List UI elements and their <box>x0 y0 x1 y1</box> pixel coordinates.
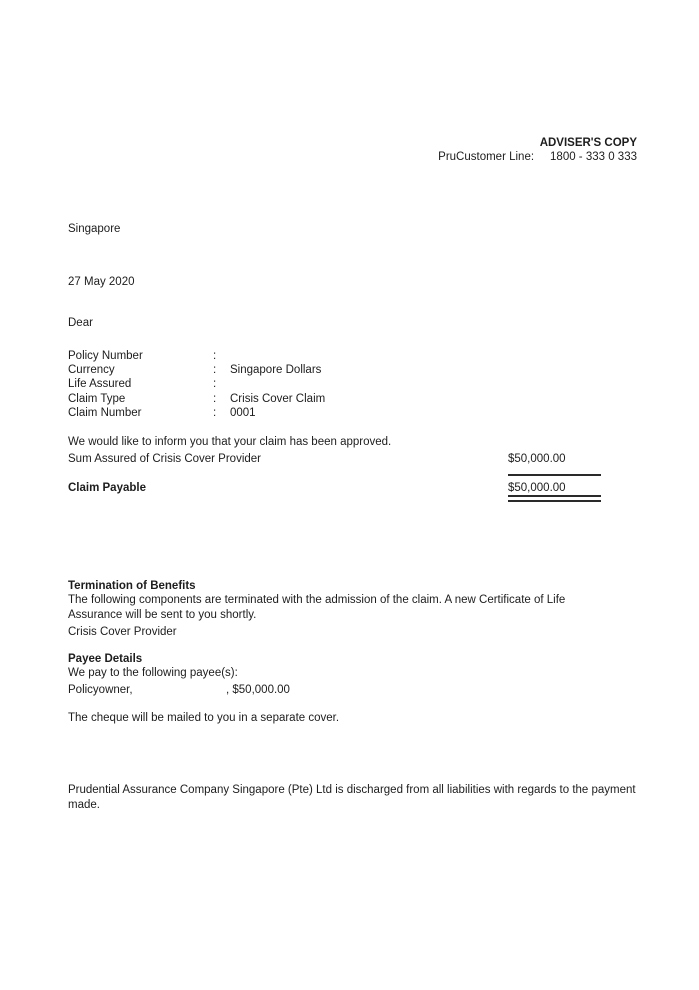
total-rule <box>508 495 601 502</box>
payee-amount: , $50,000.00 <box>226 684 290 696</box>
policy-colon: : <box>213 378 217 391</box>
payee-intro: We pay to the following payee(s): <box>68 667 238 679</box>
claim-payable-label: Claim Payable <box>68 482 146 494</box>
date-line: 27 May 2020 <box>68 276 135 288</box>
approval-intro: We would like to inform you that your claim has been approved. <box>68 436 392 448</box>
policy-row-life-assured <box>68 377 325 391</box>
claim-payable-amount: $50,000.00 <box>508 482 566 494</box>
policy-colon: : <box>213 406 217 419</box>
policy-colon: : <box>213 392 217 405</box>
policy-label: Policy Number <box>68 350 143 362</box>
discharge-note: Prudential Assurance Company Singapore (Pte) Ltd is discharged from all liabilities with regards to the payment made. <box>68 784 636 811</box>
salutation: Dear <box>68 317 93 329</box>
prucustomer-line-number: 1800 - 333 0 333 <box>550 150 637 163</box>
subtotal-rule <box>508 474 601 476</box>
policy-label: Claim Type <box>68 392 126 405</box>
termination-heading: Termination of Benefits <box>68 580 196 592</box>
policy-colon: : <box>213 350 217 362</box>
prucustomer-line <box>438 151 637 165</box>
policy-row-currency <box>68 363 325 377</box>
payee-heading: Payee Details <box>68 653 143 665</box>
policy-details-table <box>68 349 325 420</box>
header-block <box>438 137 637 164</box>
policy-colon: : <box>213 364 217 377</box>
policy-label: Life Assured <box>68 378 132 391</box>
advisers-copy-label: ADVISER'S COPY <box>539 137 637 149</box>
policy-row-claim-number <box>68 406 325 420</box>
sum-assured-label: Sum Assured of Crisis Cover Provider <box>68 453 262 465</box>
sum-assured-amount: $50,000.00 <box>508 453 566 465</box>
termination-body: The following components are terminated with the admission of the claim. A new Certificate of Life Assurance will be sent to you shortly. <box>68 594 566 621</box>
policy-value: 0001 <box>230 406 256 419</box>
payee-line <box>68 683 468 697</box>
payee-name: Policyowner, <box>68 684 133 696</box>
policy-row-claim-type <box>68 392 325 406</box>
policy-value: Singapore Dollars <box>230 364 322 377</box>
policy-label: Currency <box>68 364 115 377</box>
location-line: Singapore <box>68 223 121 235</box>
policy-label: Claim Number <box>68 406 142 419</box>
prucustomer-line-label: PruCustomer Line: <box>438 150 535 163</box>
terminated-component: Crisis Cover Provider <box>68 626 177 638</box>
cheque-note: The cheque will be mailed to you in a separate cover. <box>68 712 340 724</box>
policy-value: Crisis Cover Claim <box>230 392 326 405</box>
policy-row-policy-number <box>68 349 325 363</box>
